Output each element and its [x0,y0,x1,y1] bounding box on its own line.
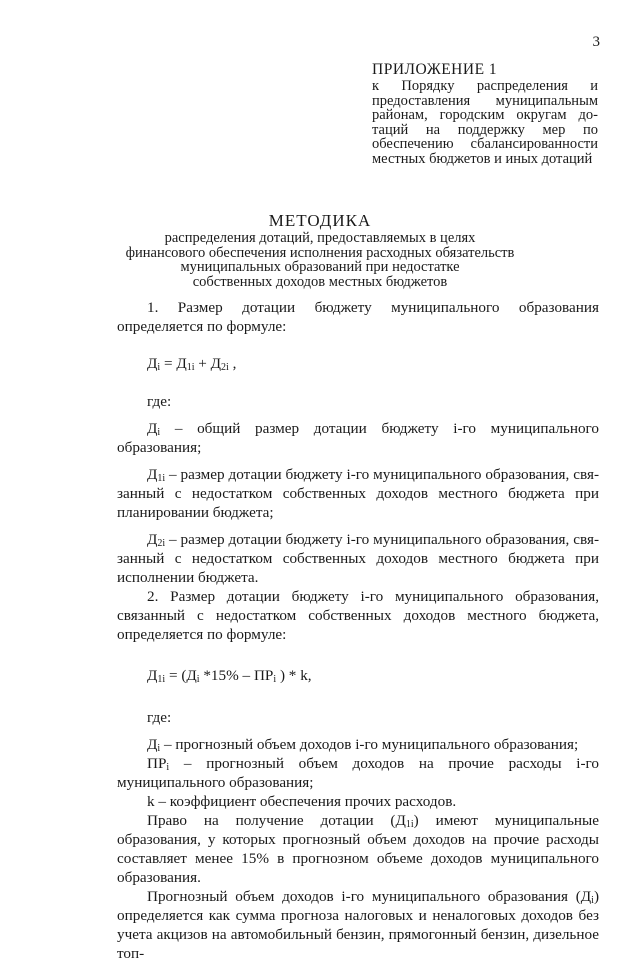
page-number: 3 [592,34,600,50]
paragraph-2: 2. Размер дотации бюджету i-го муниципального образования, связанный с недостатком собственных доходов местного бюджета, определяется по формуле: [117,588,599,643]
formula-2: $Д_{1i} = (Д_i$ $*15\% - ПР_i$ ) * k, [147,667,312,685]
formula-1: $Д_i = Д_{1i} + Д_{2i}$ , [147,355,237,373]
subtitle-line: муниципальных образований при недостатке [180,259,460,275]
paragraph-4: Прогнозный объем доходов i-го муниципального образования $(Д_i)$ определяется как сумма прогноза налоговых и неналоговых доходов без учета акцизов на автомобильный бензин, прямогонный бензин, дизельное топ- [117,888,599,962]
where-label-2: где: [147,709,172,726]
method-title: МЕТОДИКА [268,211,372,230]
definition-forecast-income: $Д_i$ – прогнозный объем доходов i-го муниципального образования; [147,736,579,754]
definition-d-1i: $Д_{1i}$ – размер дотации бюджету i-го муниципального образования, связанный с недостатком собственных доходов местного бюджета при планировании бюджета; [117,466,599,521]
definition-d-2i: $Д_{2i}$ – размер дотации бюджету i-го муниципального образования, связанный с недостатком собственных доходов местного бюджета при исполнении бюджета. [117,531,599,586]
appendix-body: к Порядку распределения и предоставления муниципальным районам, городским округам дотаций на поддержку мер по обеспечению сбалансированности местных бюджетов и иных дотаций [372,78,598,167]
subtitle-line: распределения дотаций, предоставляемых в целях [164,230,476,246]
appendix-block [372,62,598,166]
subtitle-line: финансового обеспечения исполнения расходных обязательств [125,244,515,261]
method-subtitle [40,231,600,289]
method-heading [40,212,600,289]
appendix-title: ПРИЛОЖЕНИЕ 1 [372,61,498,78]
paragraph-1: 1. Размер дотации бюджету муниципального образования определяется по формуле: [117,299,599,335]
subtitle-line: собственных доходов местных бюджетов [192,273,448,290]
definition-d-i: $Д_i$ – общий размер дотации бюджету i-го муниципального образования; [117,420,599,456]
document-body [117,298,599,963]
where-label: где: [147,393,172,410]
definition-k-coefficient: k – коэффициент обеспечения прочих расходов. [147,793,457,810]
paragraph-3: Право на получение дотации $(Д_{1i})$ имеют муниципальные образования, у которых прогнозный объем доходов на прочие расходы составляет менее 15% в прогнозном объеме доходов муниципального образования. [117,812,599,886]
definition-other-expenses-income: $ПР_i$ – прогнозный объем доходов на прочие расходы i-го муниципального образования; [117,755,599,791]
